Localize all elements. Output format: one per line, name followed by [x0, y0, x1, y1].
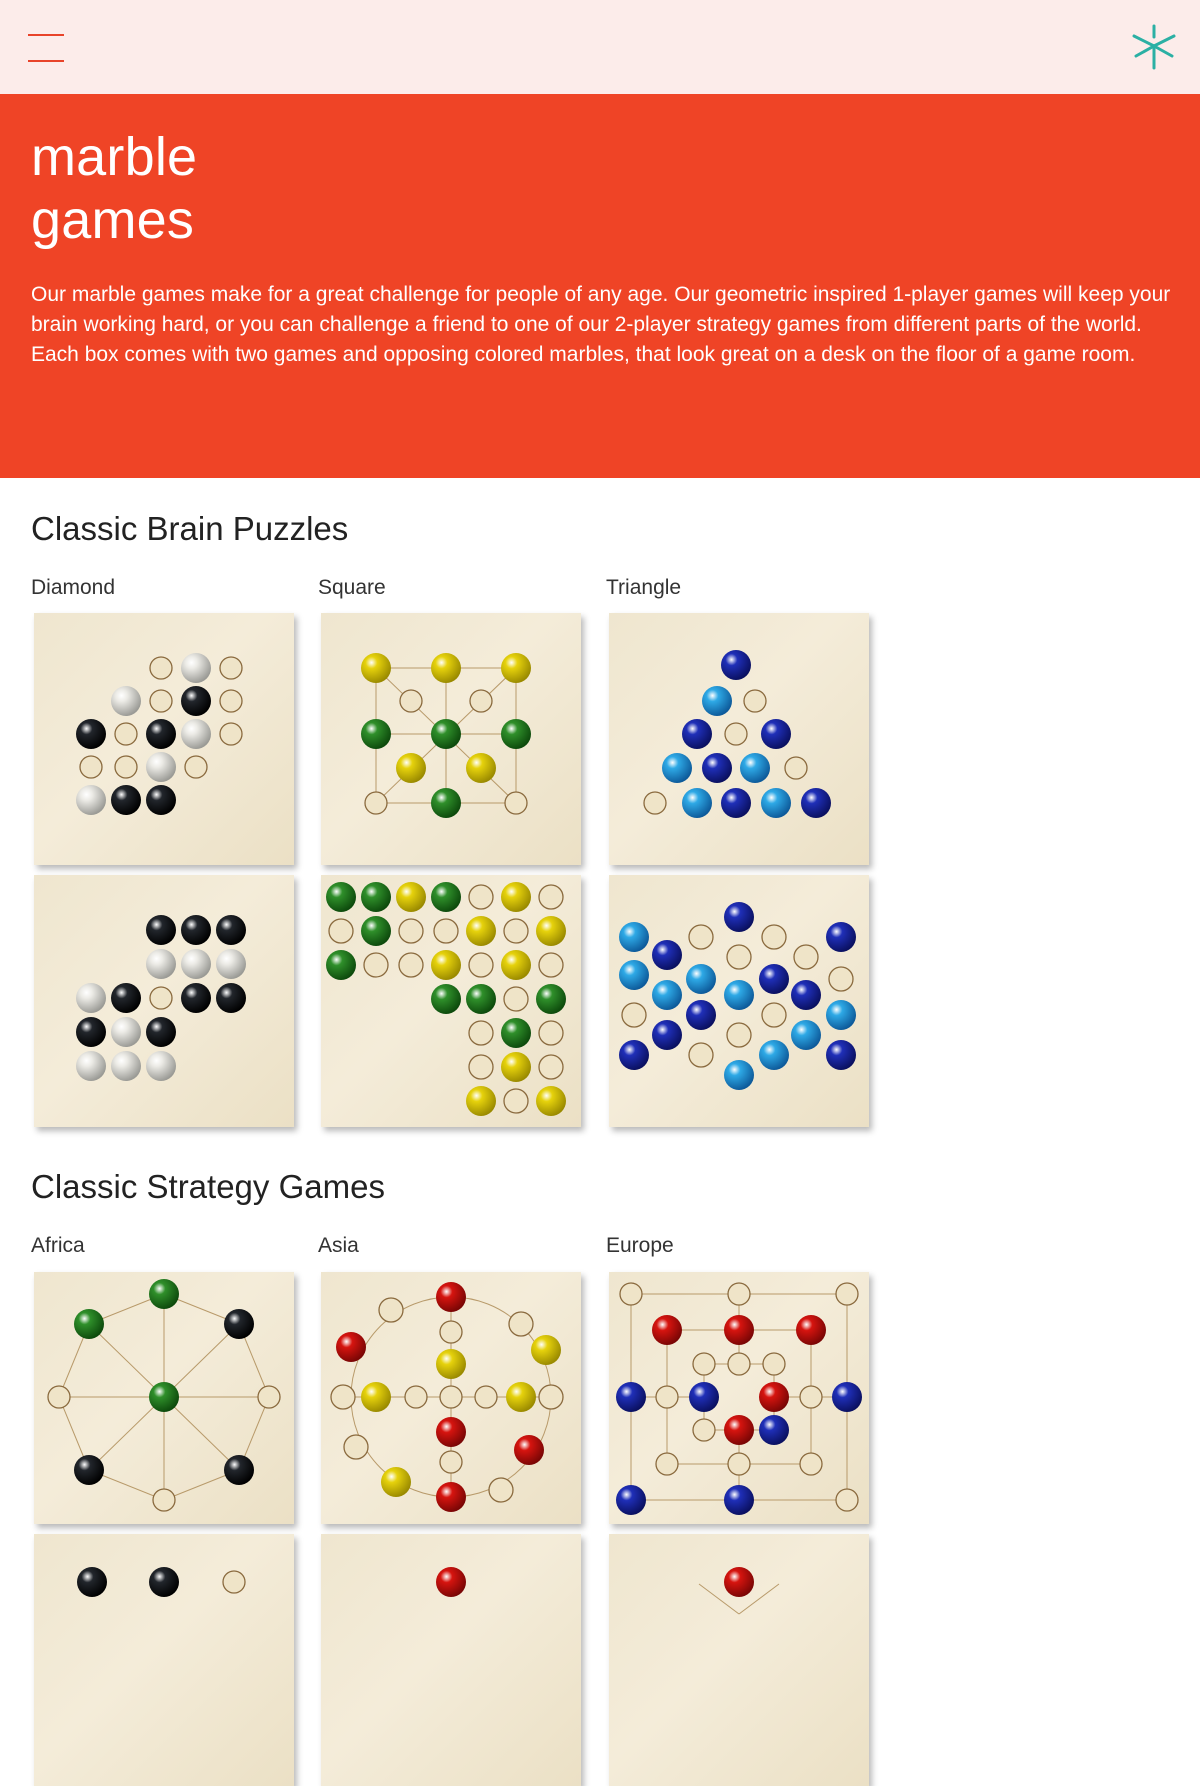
marble: [396, 753, 426, 783]
europe-board-image-1[interactable]: [609, 1272, 869, 1524]
marble: [536, 916, 566, 946]
empty-hole: [475, 1386, 497, 1408]
page-title-line-1: marble: [31, 127, 198, 187]
marble: [501, 950, 531, 980]
marble: [724, 1415, 754, 1445]
marble: [76, 983, 106, 1013]
empty-hole: [656, 1386, 678, 1408]
section-title-brain-puzzles: Classic Brain Puzzles: [31, 510, 349, 547]
marble: [721, 788, 751, 818]
marble: [689, 1382, 719, 1412]
marble: [361, 1382, 391, 1412]
marble: [361, 882, 391, 912]
empty-hole: [504, 919, 528, 943]
empty-hole: [693, 1353, 715, 1375]
empty-hole: [469, 1021, 493, 1045]
marble: [759, 1382, 789, 1412]
marble: [652, 940, 682, 970]
column-label-diamond: Diamond: [31, 576, 116, 599]
marble: [652, 1315, 682, 1345]
empty-hole: [48, 1386, 70, 1408]
column-label-triangle: Triangle: [606, 576, 682, 599]
marble: [619, 1040, 649, 1070]
column-label-europe: Europe: [606, 1234, 674, 1257]
top-navigation-bar: [0, 0, 1200, 94]
section-title-strategy-games: Classic Strategy Games: [31, 1168, 385, 1205]
empty-hole: [150, 690, 172, 712]
page-description: Our marble games make for a great challenge for people of any age. Our geometric inspired 1-player games will keep your brain working hard, or you can challenge a friend to one of our 2-player strategy games from different parts of the world. Each box comes with two games and opposing colored marbles, that look great on a desk on the floor of a game room.: [31, 283, 1171, 366]
marble: [146, 915, 176, 945]
marble: [801, 788, 831, 818]
marble: [111, 785, 141, 815]
asia-board-image-1[interactable]: [321, 1272, 581, 1524]
empty-hole: [440, 1451, 462, 1473]
empty-hole: [220, 657, 242, 679]
empty-hole: [220, 690, 242, 712]
empty-hole: [728, 1353, 750, 1375]
empty-hole: [469, 885, 493, 909]
empty-hole: [762, 1003, 786, 1027]
empty-hole: [829, 967, 853, 991]
asia-board-image-2[interactable]: [321, 1534, 581, 1786]
marble: [466, 753, 496, 783]
board-groove: [89, 1397, 164, 1470]
empty-hole: [800, 1386, 822, 1408]
marble: [652, 980, 682, 1010]
empty-hole: [150, 657, 172, 679]
marble: [724, 902, 754, 932]
marble: [761, 788, 791, 818]
marble: [224, 1455, 254, 1485]
africa-board-image-1[interactable]: [34, 1272, 294, 1524]
marble: [724, 1567, 754, 1597]
marble: [181, 949, 211, 979]
empty-hole: [434, 919, 458, 943]
empty-hole: [728, 1453, 750, 1475]
marble: [501, 1052, 531, 1082]
hamburger-menu-icon[interactable]: [24, 28, 68, 68]
marble: [431, 950, 461, 980]
marble: [501, 719, 531, 749]
empty-hole: [220, 723, 242, 745]
marble: [216, 949, 246, 979]
square-board-image-2[interactable]: [321, 875, 581, 1127]
column-label-africa: Africa: [31, 1234, 85, 1257]
marble: [826, 1040, 856, 1070]
empty-hole: [689, 925, 713, 949]
empty-hole: [505, 792, 527, 814]
empty-hole: [223, 1571, 245, 1593]
marble: [724, 1315, 754, 1345]
empty-hole: [539, 1385, 563, 1409]
marble: [146, 752, 176, 782]
marble: [826, 1000, 856, 1030]
page-title: [31, 126, 431, 252]
empty-hole: [644, 792, 666, 814]
marble: [146, 719, 176, 749]
column-label-asia: Asia: [318, 1234, 359, 1257]
marble: [431, 788, 461, 818]
marble: [791, 980, 821, 1010]
empty-hole: [440, 1321, 462, 1343]
marble: [431, 984, 461, 1014]
marble: [686, 964, 716, 994]
marble: [501, 1018, 531, 1048]
empty-hole: [399, 953, 423, 977]
hero-banner: [0, 94, 1200, 478]
empty-hole: [504, 987, 528, 1011]
empty-hole: [800, 1453, 822, 1475]
marble: [149, 1567, 179, 1597]
empty-hole: [794, 945, 818, 969]
marble: [146, 1051, 176, 1081]
empty-hole: [405, 1386, 427, 1408]
marble: [381, 1467, 411, 1497]
empty-hole: [469, 1055, 493, 1079]
empty-hole: [400, 690, 422, 712]
board-groove: [89, 1324, 164, 1397]
empty-hole: [80, 756, 102, 778]
marble: [619, 922, 649, 952]
empty-hole: [785, 757, 807, 779]
empty-hole: [763, 1353, 785, 1375]
marble: [436, 1482, 466, 1512]
marble: [466, 916, 496, 946]
empty-hole: [329, 919, 353, 943]
marble: [361, 653, 391, 683]
marble: [146, 1017, 176, 1047]
marble: [724, 980, 754, 1010]
marble: [361, 916, 391, 946]
empty-hole: [509, 1312, 533, 1336]
marble: [724, 1060, 754, 1090]
marble: [652, 1020, 682, 1050]
marble: [759, 964, 789, 994]
marble: [662, 753, 692, 783]
empty-hole: [470, 690, 492, 712]
empty-hole: [727, 1023, 751, 1047]
empty-hole: [744, 690, 766, 712]
marble: [111, 1017, 141, 1047]
empty-hole: [185, 756, 207, 778]
empty-hole: [150, 987, 172, 1009]
marble: [146, 949, 176, 979]
empty-hole: [727, 945, 751, 969]
board-groove: [164, 1397, 239, 1470]
column-label-square: Square: [318, 576, 386, 599]
empty-hole: [539, 1021, 563, 1045]
empty-hole: [365, 792, 387, 814]
empty-hole: [539, 1055, 563, 1079]
empty-hole: [364, 953, 388, 977]
triangle-board-image-1[interactable]: [609, 613, 869, 865]
marble: [146, 785, 176, 815]
marble: [501, 653, 531, 683]
marble: [436, 1417, 466, 1447]
empty-hole: [258, 1386, 280, 1408]
marble: [536, 1086, 566, 1116]
marble: [77, 1567, 107, 1597]
marble: [74, 1309, 104, 1339]
marble: [506, 1382, 536, 1412]
marble: [832, 1382, 862, 1412]
marble: [436, 1567, 466, 1597]
empty-hole: [440, 1386, 462, 1408]
empty-hole: [489, 1478, 513, 1502]
marble: [531, 1335, 561, 1365]
marble: [181, 915, 211, 945]
marble: [740, 753, 770, 783]
marble: [431, 653, 461, 683]
empty-hole: [379, 1298, 403, 1322]
board-groove: [164, 1324, 239, 1397]
marble: [791, 1020, 821, 1050]
marble: [336, 1332, 366, 1362]
empty-hole: [656, 1453, 678, 1475]
marble: [181, 686, 211, 716]
marble: [224, 1309, 254, 1339]
marble: [514, 1435, 544, 1465]
marble: [216, 983, 246, 1013]
marble: [702, 753, 732, 783]
marble: [361, 719, 391, 749]
empty-hole: [153, 1489, 175, 1511]
marble: [396, 882, 426, 912]
square-board-image-1[interactable]: [321, 613, 581, 865]
marble: [149, 1382, 179, 1412]
empty-hole: [539, 953, 563, 977]
diamond-board-image-2[interactable]: [34, 875, 294, 1127]
empty-hole: [469, 953, 493, 977]
marble: [76, 1051, 106, 1081]
marble: [501, 882, 531, 912]
marble: [826, 922, 856, 952]
marble: [761, 719, 791, 749]
marble: [76, 1017, 106, 1047]
marble: [682, 719, 712, 749]
marble: [536, 984, 566, 1014]
empty-hole: [836, 1489, 858, 1511]
empty-hole: [689, 1043, 713, 1067]
marble: [431, 719, 461, 749]
triangle-board-image-2[interactable]: [609, 875, 869, 1127]
diamond-board-image-1[interactable]: [34, 613, 294, 865]
empty-hole: [728, 1283, 750, 1305]
marble: [431, 882, 461, 912]
marble: [111, 983, 141, 1013]
marble: [76, 719, 106, 749]
empty-hole: [331, 1385, 355, 1409]
marble: [111, 686, 141, 716]
africa-board-image-2[interactable]: [34, 1534, 294, 1786]
empty-hole: [620, 1283, 642, 1305]
empty-hole: [693, 1419, 715, 1441]
marble: [326, 950, 356, 980]
empty-hole: [836, 1283, 858, 1305]
page-title-line-2: games: [31, 190, 195, 250]
empty-hole: [762, 925, 786, 949]
marble: [326, 882, 356, 912]
asterisk-burst-logo-icon[interactable]: [1128, 20, 1180, 72]
marble: [686, 1000, 716, 1030]
marble: [181, 983, 211, 1013]
marble: [149, 1279, 179, 1309]
empty-hole: [344, 1435, 368, 1459]
marble: [111, 1051, 141, 1081]
empty-hole: [504, 1089, 528, 1113]
marble: [216, 915, 246, 945]
marble: [466, 984, 496, 1014]
marble: [702, 686, 732, 716]
marble: [466, 1086, 496, 1116]
marble: [616, 1485, 646, 1515]
empty-hole: [725, 723, 747, 745]
marble: [796, 1315, 826, 1345]
marble: [76, 785, 106, 815]
marble: [724, 1485, 754, 1515]
marble: [436, 1349, 466, 1379]
marble: [181, 653, 211, 683]
marble: [759, 1415, 789, 1445]
marble: [181, 719, 211, 749]
marble: [616, 1382, 646, 1412]
marble: [759, 1040, 789, 1070]
marble: [436, 1282, 466, 1312]
marble: [619, 960, 649, 990]
empty-hole: [622, 1003, 646, 1027]
marble: [74, 1455, 104, 1485]
empty-hole: [399, 919, 423, 943]
empty-hole: [115, 723, 137, 745]
marble: [721, 650, 751, 680]
empty-hole: [539, 885, 563, 909]
europe-board-image-2[interactable]: [609, 1534, 869, 1786]
marble: [682, 788, 712, 818]
empty-hole: [115, 756, 137, 778]
